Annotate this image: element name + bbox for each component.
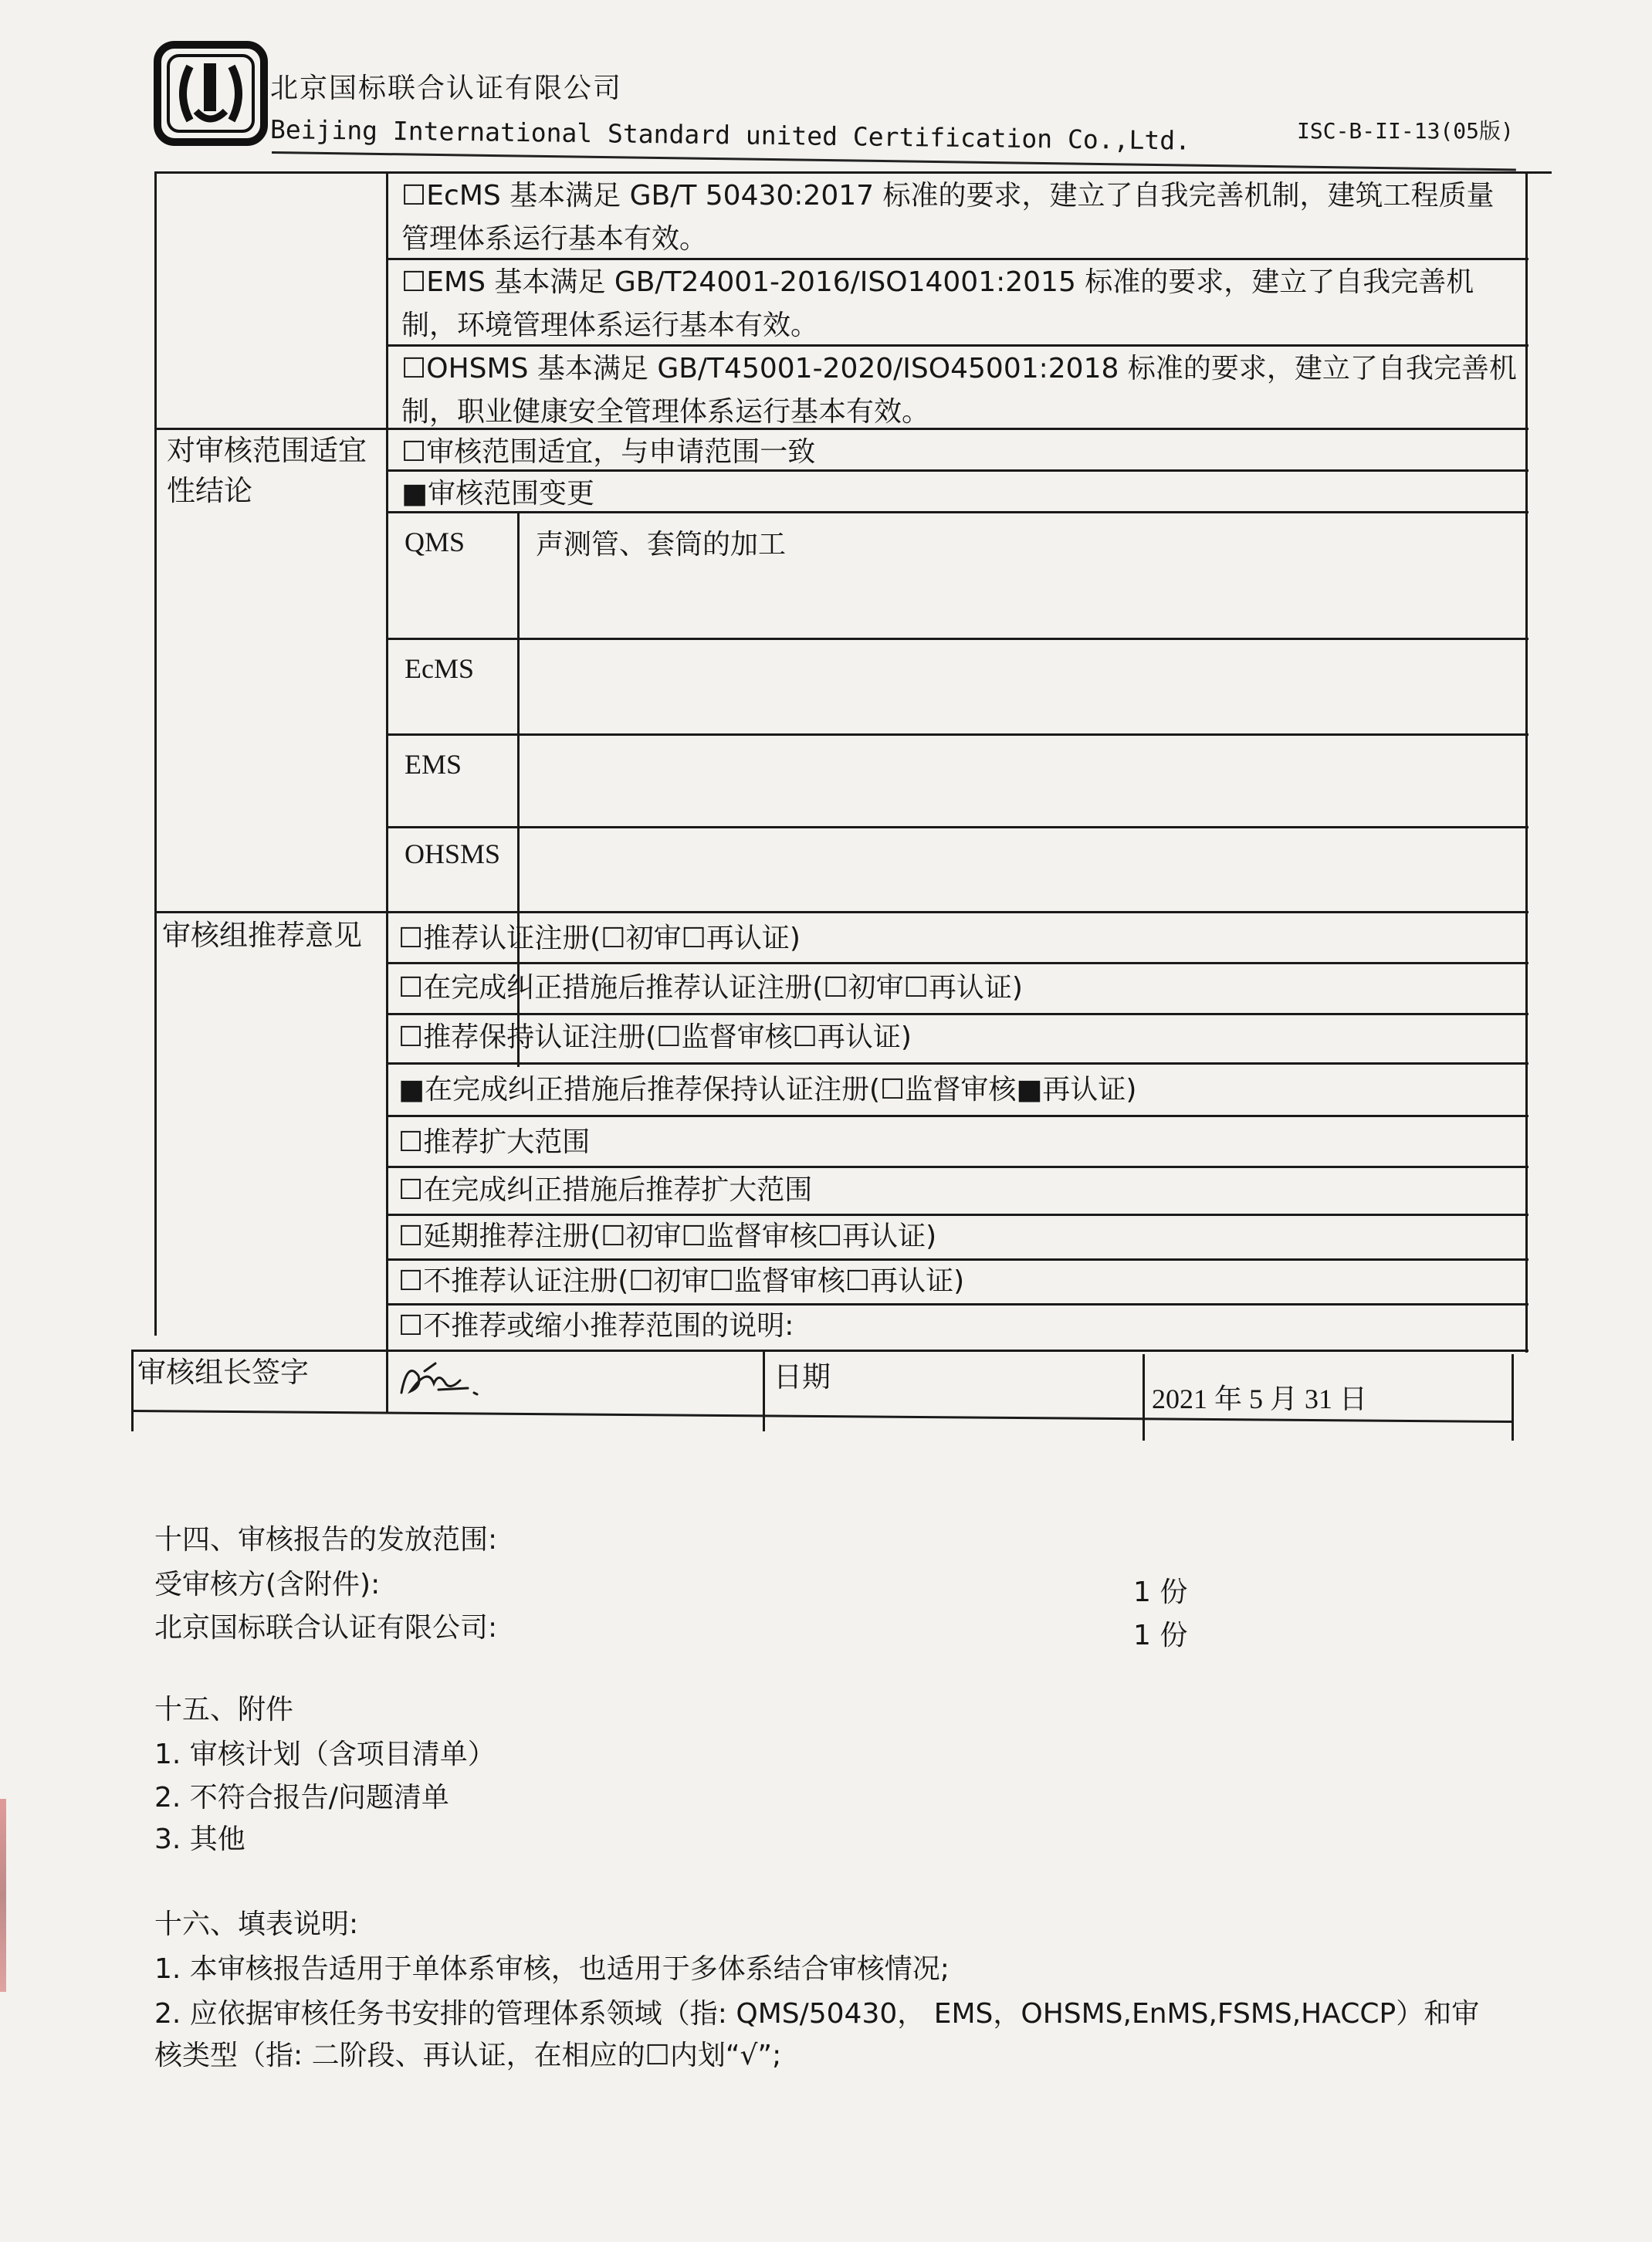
instruction-item-2: 2. 应依据审核任务书安排的管理体系领域（指: QMS/50430， EMS，OHSMS,EnMS,FSMS,HACCP）和审 bbox=[154, 1998, 1480, 2030]
ems-conformity-text: ☐EMS 基本满足 GB/T24001-2016/ISO14001:2015 标准的要求，建立了自我完善机制，环境管理体系运行基本有效。 bbox=[401, 266, 1474, 341]
recommend-option-4: ■在完成纠正措施后推荐保持认证注册(☐监督审核■再认证) bbox=[398, 1074, 1137, 1106]
distribution-recipient-1: 受审核方(含附件): bbox=[154, 1569, 381, 1600]
company-name-en: Beijing International Standard united Certification Co.,Ltd. bbox=[269, 114, 1191, 156]
recommend-option-5: ☐推荐扩大范围 bbox=[398, 1126, 591, 1158]
ecms-conformity-text: ☐EcMS 基本满足 GB/T 50430:2017 标准的要求，建立了自我完善机制，建筑工程质量管理体系运行基本有效。 bbox=[401, 180, 1495, 255]
recommend-option-1: ☐推荐认证注册(☐初审☐再认证) bbox=[398, 923, 801, 954]
recommendation-label: 审核组推荐意见 bbox=[162, 919, 362, 952]
company-logo bbox=[153, 40, 269, 147]
section16-title: 十六、填表说明: bbox=[154, 1908, 359, 1940]
distribution-qty-1: 1 份 bbox=[1133, 1577, 1188, 1608]
attachment-item-1: 1. 审核计划（含项目清单） bbox=[154, 1739, 496, 1770]
scope-conclusion-label: 对审核范围适宜性结论 bbox=[167, 434, 367, 507]
distribution-qty-2: 1 份 bbox=[1133, 1620, 1188, 1651]
attachment-item-3: 3. 其他 bbox=[154, 1824, 245, 1855]
recommend-option-6: ☐在完成纠正措施后推荐扩大范围 bbox=[398, 1174, 813, 1206]
document-number: ISC-B-II-13(05版) bbox=[1297, 118, 1514, 144]
audit-conclusion-table bbox=[131, 171, 1552, 1447]
scope-system-ohsms: OHSMS bbox=[405, 838, 501, 869]
scope-changed-option: ■审核范围变更 bbox=[401, 478, 595, 510]
recommend-option-8: ☐不推荐认证注册(☐初审☐监督审核☐再认证) bbox=[398, 1265, 965, 1297]
ohsms-conformity-text: ☐OHSMS 基本满足 GB/T45001-2020/ISO45001:2018 标准的要求，建立了自我完善机制，职业健康安全管理体系运行基本有效。 bbox=[401, 353, 1517, 428]
recommend-option-3: ☐推荐保持认证注册(☐监督审核☐再认证) bbox=[398, 1021, 912, 1053]
instruction-item-1: 1. 本审核报告适用于单体系审核，也适用于多体系结合审核情况; bbox=[154, 1953, 950, 1985]
scope-system-qms: QMS bbox=[405, 527, 465, 557]
scan-edge-artifact bbox=[0, 1799, 6, 1992]
instruction-item-2-cont: 核类型（指: 二阶段、再认证，在相应的☐内划“√”; bbox=[154, 2040, 782, 2071]
scope-same-option: ☐审核范围适宜，与申请范围一致 bbox=[401, 436, 816, 468]
recommend-option-2: ☐在完成纠正措施后推荐认证注册(☐初审☐再认证) bbox=[398, 972, 1023, 1004]
date-label: 日期 bbox=[774, 1360, 831, 1394]
attachment-item-2: 2. 不符合报告/问题清单 bbox=[154, 1782, 449, 1814]
handwritten-signature bbox=[394, 1353, 494, 1407]
section15-title: 十五、附件 bbox=[154, 1694, 294, 1726]
distribution-recipient-2: 北京国标联合认证有限公司: bbox=[154, 1612, 498, 1644]
scope-system-ecms: EcMS bbox=[405, 653, 474, 684]
header-divider bbox=[272, 151, 1516, 171]
date-value: 2021 年 5 月 31 日 bbox=[1152, 1383, 1368, 1414]
recommend-option-9: ☐不推荐或缩小推荐范围的说明: bbox=[398, 1310, 794, 1342]
company-name-cn: 北京国标联合认证有限公司 bbox=[270, 73, 623, 104]
scope-system-ems: EMS bbox=[405, 749, 462, 780]
section14-title: 十四、审核报告的发放范围: bbox=[154, 1524, 498, 1556]
recommend-option-7: ☐延期推荐注册(☐初审☐监督审核☐再认证) bbox=[398, 1221, 937, 1252]
scope-value-qms: 声测管、套筒的加工 bbox=[536, 529, 787, 560]
signature-label: 审核组长签字 bbox=[137, 1356, 309, 1389]
